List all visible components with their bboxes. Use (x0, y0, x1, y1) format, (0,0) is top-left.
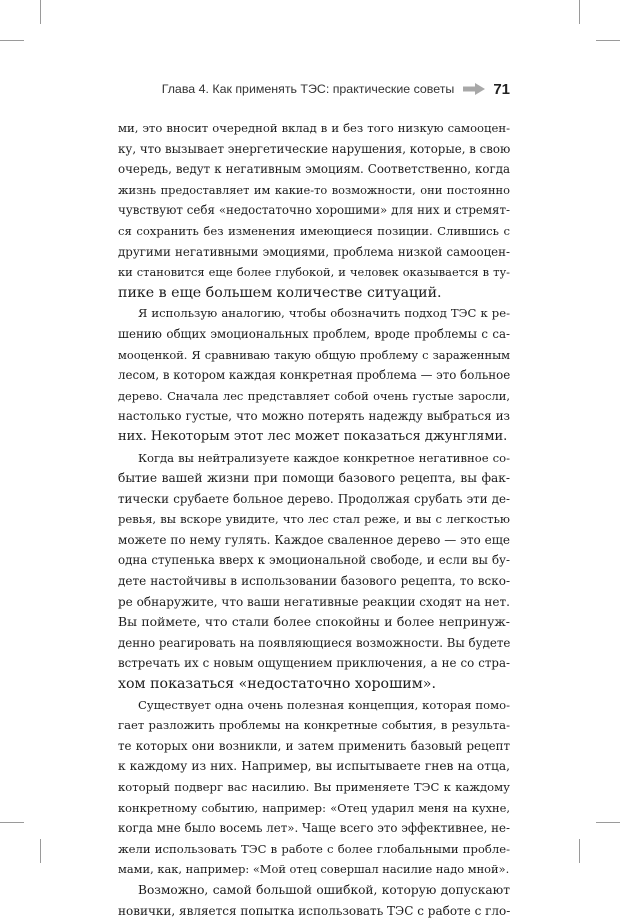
text-line: денно реагировать на появляющиеся возможности. Вы будете (118, 635, 510, 650)
text-line: ки становится еще более глубокой, и человек оказывается в ту- (118, 265, 510, 280)
text-line: них. Некоторым этот лес может показаться джунглями. (118, 428, 508, 444)
crop-mark (40, 0, 41, 24)
text-line: ревья, вы вскоре увидите, что лес стал реже, и вы с легкостью (118, 512, 510, 527)
text-line: те которых они возникли, и затем применить базовый рецепт (118, 738, 510, 753)
arrow-right-icon (463, 83, 485, 95)
text-line: шению общих эмоциональных проблем, вроде проблемы с са- (118, 326, 510, 341)
crop-mark (579, 0, 580, 24)
page-number: 71 (493, 80, 510, 98)
text-line: ся сохранить без изменения имеющиеся позиции. Слившись с (118, 223, 510, 238)
text-line: другими негативными эмоциями, проблема низкой самооцен- (118, 244, 510, 259)
text-line: настолько густые, что можно потерять надежду выбраться из (118, 409, 510, 424)
text-line: ку, что вызывает энергетические нарушения, которые, в свою (118, 141, 510, 156)
text-line: жизнь предоставляет им какие-то возможности, они постоянно (118, 182, 510, 197)
text-line: мооценкой. Я сравниваю такую общую проблему с зараженным (118, 347, 510, 362)
crop-mark (0, 40, 24, 41)
text-line: дерево. Сначала лес представляет собой очень густые заросли, (118, 388, 510, 403)
text-line: дете настойчивы в использовании базового рецепта, то вско- (118, 574, 510, 589)
crop-mark (40, 839, 41, 863)
chapter-title: Глава 4. Как применять ТЭС: практические советы (161, 82, 455, 96)
crop-mark (596, 40, 620, 41)
text-line: конкретному событию, например: «Отец ударил меня на кухне, (118, 800, 510, 815)
text-line: новички, является попытка использовать ТЭС с работе с гло- (118, 903, 510, 918)
text-line: мами, как, например: «Мой отец совершал насилие надо мной». (118, 862, 510, 877)
text-line: жели использовать ТЭС в работе с более глобальными пробле- (118, 841, 510, 856)
text-line: Вы поймете, что стали более спокойны и более непринуж- (118, 614, 510, 630)
body-text (118, 118, 510, 921)
crop-mark (0, 822, 24, 823)
crop-mark (596, 822, 620, 823)
text-line: бытие вашей жизни при помощи базового рецепта, вы фак- (118, 471, 510, 486)
text-line: когда мне было восемь лет». Чаще всего это эффективнее, не- (118, 821, 510, 836)
text-line: тически срубаете больное дерево. Продолжая срубать эти де- (118, 491, 510, 506)
text-line: Возможно, самой большой ошибкой, которую допускают (138, 882, 510, 897)
text-line: гает разложить проблемы на конкретные события, в результа- (118, 718, 510, 733)
text-line: можете по нему гулять. Каждое сваленное дерево — это еще (118, 532, 510, 547)
running-header (118, 78, 510, 100)
text-line: чувствуют себя «недостаточно хорошими» для них и стремят- (118, 203, 510, 218)
text-line: одна ступенька вверх к эмоциональной свободе, и если вы бу- (118, 553, 510, 568)
text-line: Я использую аналогию, чтобы обозначить подход ТЭС к ре- (138, 306, 510, 321)
text-line: лесом, в котором каждая конкретная проблема — это больное (118, 368, 510, 383)
text-line: к каждому из них. Например, вы испытываете гнев на отца, (118, 759, 510, 774)
text-line: Существует одна очень полезная концепция, которая помо- (138, 697, 510, 712)
text-line: который подверг вас насилию. Вы применяете ТЭС к каждому (118, 780, 510, 794)
text-line: хом показаться «недостаточно хорошим». (118, 676, 436, 693)
text-line: встречать их с новым ощущением приключения, а не со стра- (118, 656, 510, 671)
text-line: Когда вы нейтрализуете каждое конкретное негативное со- (138, 450, 510, 465)
text-line: ми, это вносит очередной вклад в и без того низкую самооцен- (118, 121, 510, 135)
text-line: пике в еще большем количестве ситуаций. (118, 284, 442, 301)
text-line: ре обнаружите, что ваши негативные реакции сходят на нет. (118, 594, 510, 609)
crop-mark (579, 839, 580, 863)
text-line: очередь, ведут к негативным эмоциям. Соответственно, когда (118, 162, 510, 177)
